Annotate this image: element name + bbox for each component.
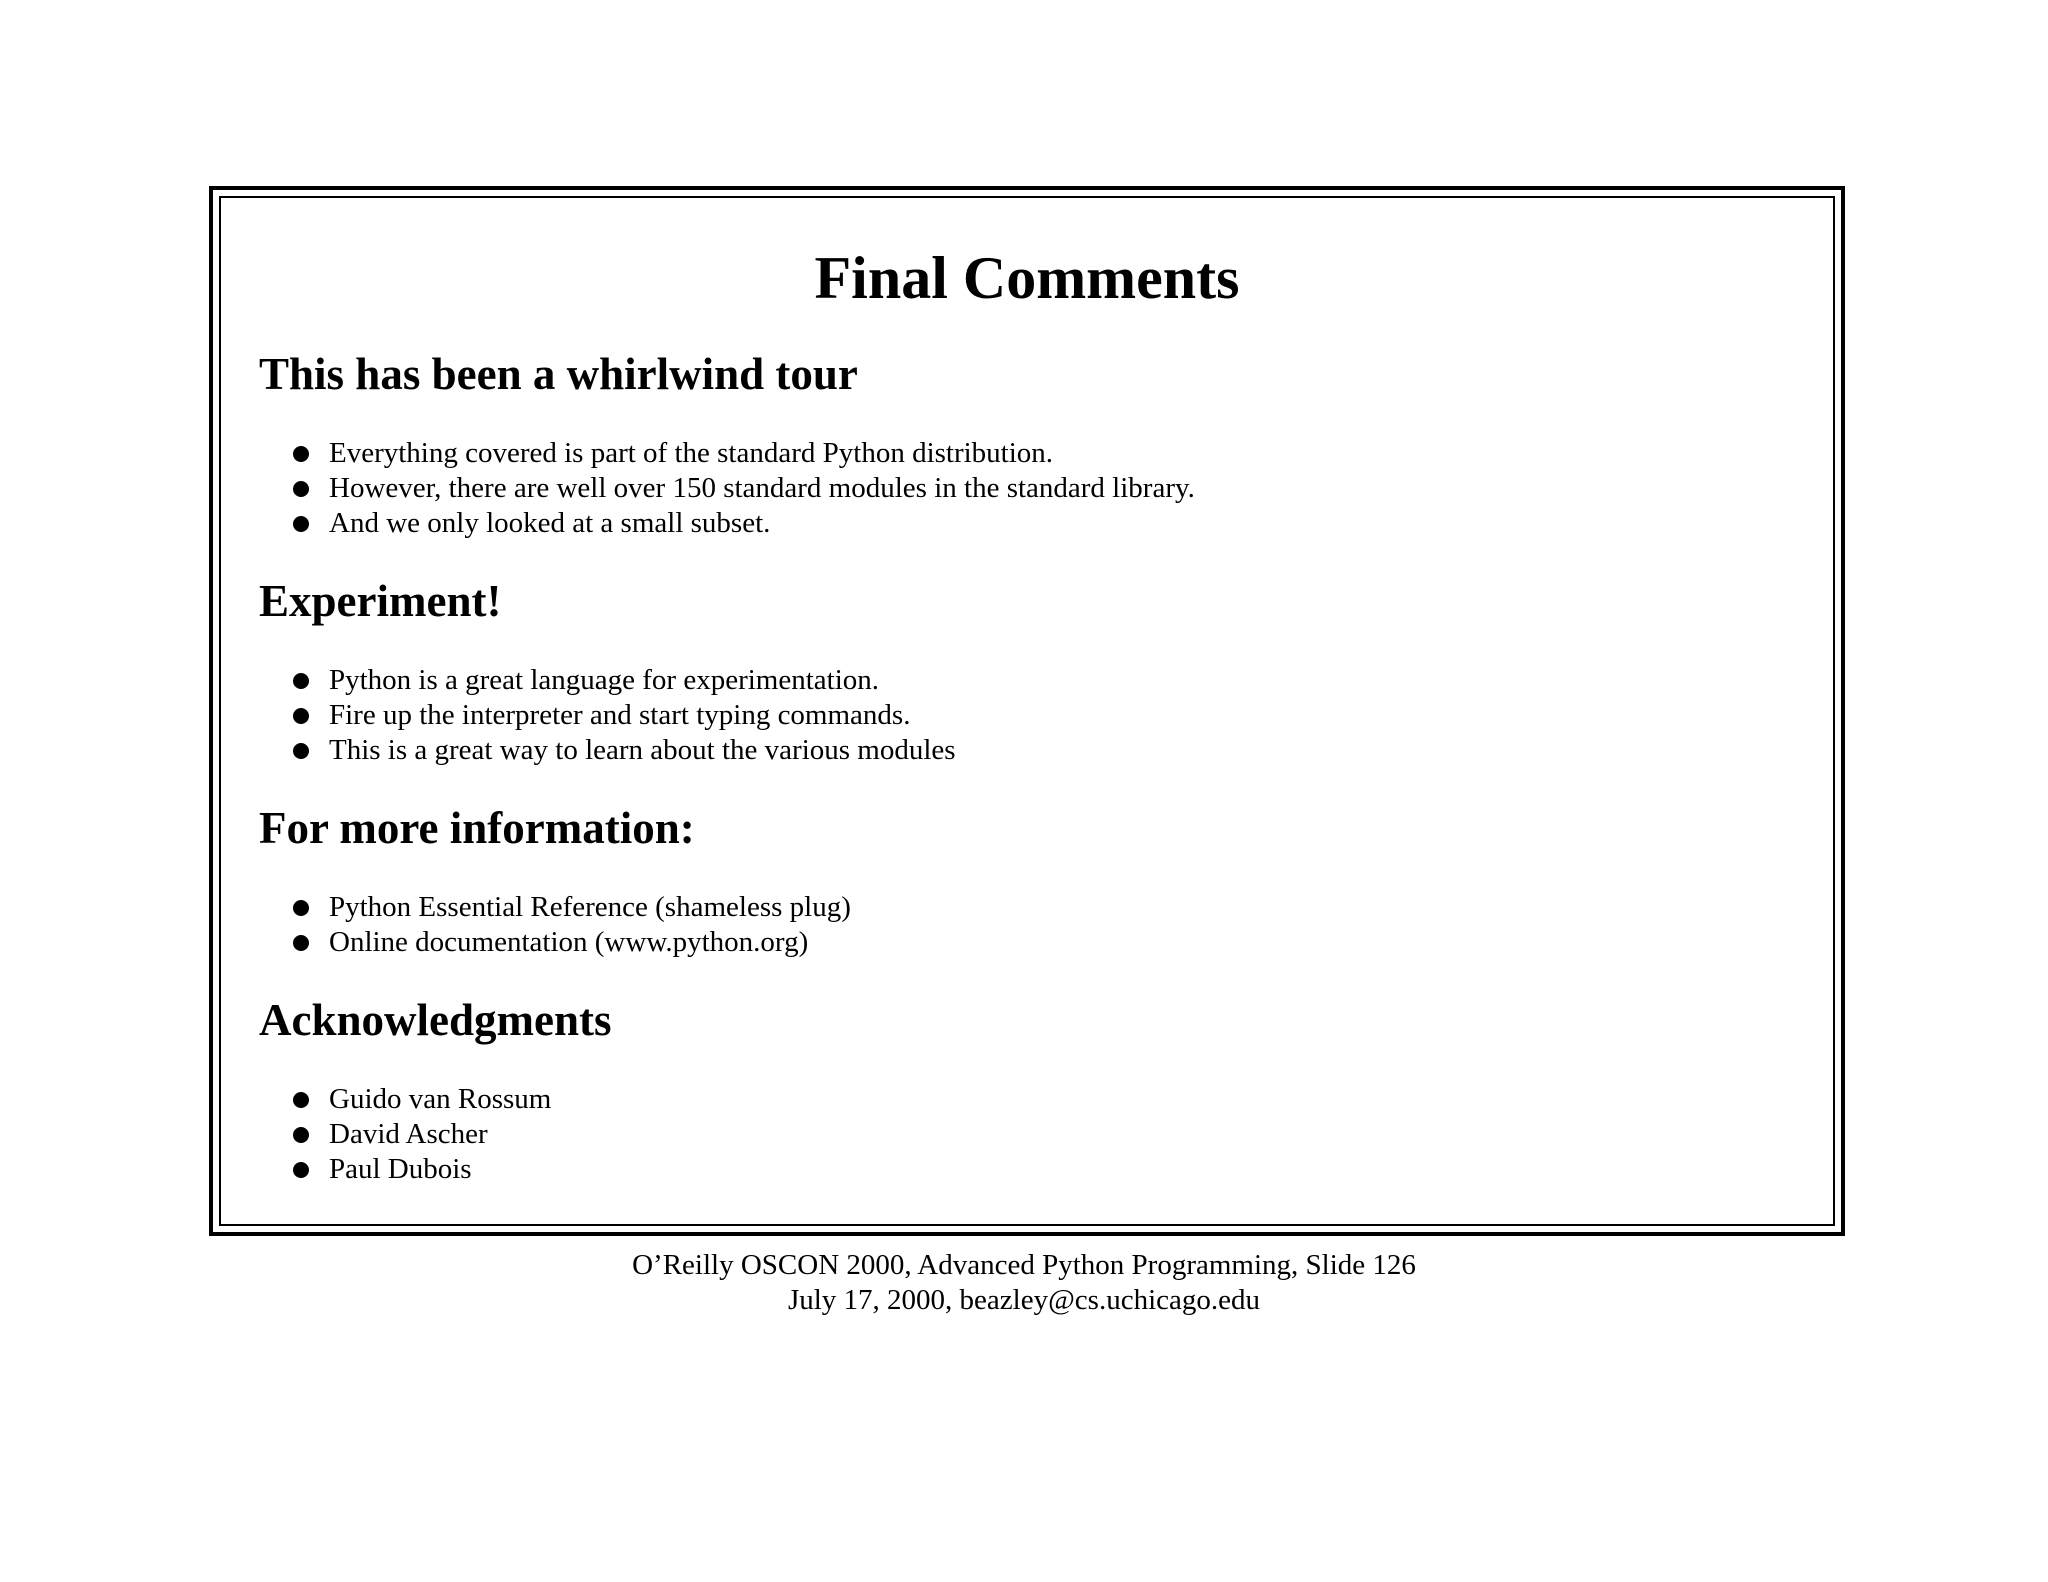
section-heading-experiment: Experiment! bbox=[259, 576, 502, 626]
list-item bbox=[293, 1082, 551, 1117]
bullet-icon bbox=[293, 935, 309, 951]
bullet-icon bbox=[293, 481, 309, 497]
list-item bbox=[293, 506, 1195, 541]
footer-date-email-line: July 17, 2000, beazley@cs.uchicago.edu bbox=[787, 1284, 1261, 1316]
bullet-list-experiment bbox=[293, 663, 956, 768]
footer-conference-line: O’Reilly OSCON 2000, Advanced Python Programming, Slide 126 bbox=[632, 1249, 1416, 1281]
section-heading-acknowledgments: Acknowledgments bbox=[259, 995, 612, 1045]
list-item-text: David Ascher bbox=[329, 1118, 488, 1150]
list-item-text: Everything covered is part of the standard Python distribution. bbox=[329, 437, 1054, 469]
slide-inner-border bbox=[219, 196, 1835, 1226]
list-item bbox=[293, 436, 1195, 471]
bullet-icon bbox=[293, 1162, 309, 1178]
bullet-icon bbox=[293, 1092, 309, 1108]
list-item bbox=[293, 733, 956, 768]
list-item bbox=[293, 663, 956, 698]
slide-frame bbox=[209, 186, 1845, 1236]
bullet-icon bbox=[293, 1127, 309, 1143]
bullet-icon bbox=[293, 708, 309, 724]
list-item-text: Guido van Rossum bbox=[329, 1083, 552, 1115]
list-item-text: And we only looked at a small subset. bbox=[329, 507, 771, 539]
slide-title: Final Comments bbox=[814, 245, 1240, 311]
list-item-text: Paul Dubois bbox=[329, 1153, 472, 1185]
bullet-icon bbox=[293, 900, 309, 916]
list-item-text: Python Essential Reference (shameless plug) bbox=[329, 891, 851, 923]
list-item bbox=[293, 925, 851, 960]
list-item-text: This is a great way to learn about the various modules bbox=[329, 734, 956, 766]
list-item-text: Python is a great language for experimentation. bbox=[329, 664, 880, 696]
list-item bbox=[293, 698, 956, 733]
list-item bbox=[293, 890, 851, 925]
section-heading-whirlwind-tour: This has been a whirlwind tour bbox=[259, 349, 858, 399]
list-item bbox=[293, 1117, 551, 1152]
bullet-list-whirlwind-tour bbox=[293, 436, 1195, 541]
bullet-icon bbox=[293, 743, 309, 759]
bullet-list-acknowledgments bbox=[293, 1082, 551, 1187]
bullet-icon bbox=[293, 673, 309, 689]
list-item-text: Online documentation (www.python.org) bbox=[329, 926, 809, 958]
bullet-icon bbox=[293, 516, 309, 532]
list-item bbox=[293, 471, 1195, 506]
list-item-text: Fire up the interpreter and start typing commands. bbox=[329, 699, 911, 731]
bullet-list-more-information bbox=[293, 890, 851, 960]
list-item-text: However, there are well over 150 standard modules in the standard library. bbox=[329, 472, 1195, 504]
section-heading-more-information: For more information: bbox=[259, 803, 695, 853]
bullet-icon bbox=[293, 446, 309, 462]
slide-footer bbox=[0, 1248, 2048, 1318]
list-item bbox=[293, 1152, 551, 1187]
